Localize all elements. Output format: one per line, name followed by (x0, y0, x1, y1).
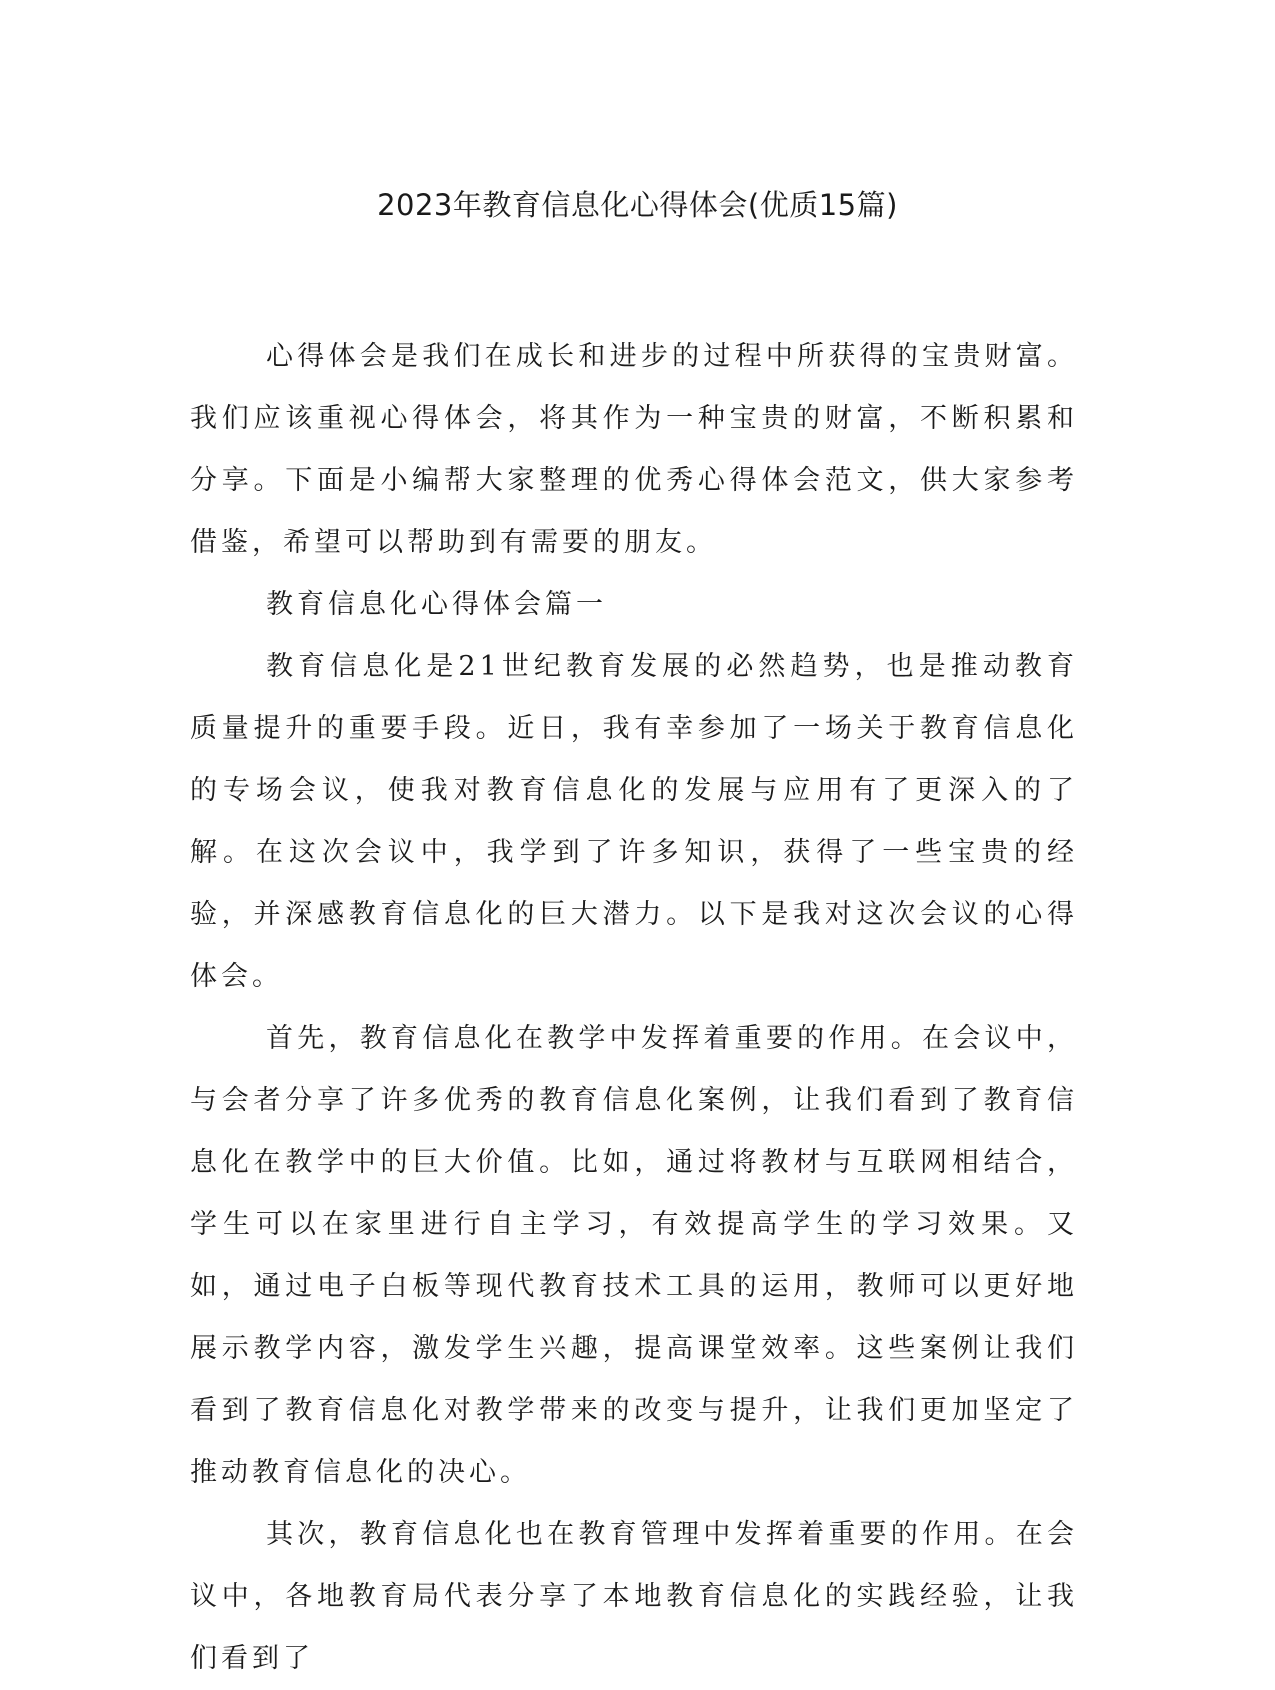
body-paragraph-2: 首先，教育信息化在教学中发挥着重要的作用。在会议中，与会者分享了许多优秀的教育信息化案例，让我们看到了教育信息化在教学中的巨大价值。比如，通过将教材与互联网相结合，学生可以在家里进行自主学习，有效提高学生的学习效果。又如，通过电子白板等现代教育技术工具的运用，教师可以更好地展示教学内容，激发学生兴趣，提高课堂效率。这些案例让我们看到了教育信息化对教学带来的改变与提升，让我们更加坚定了推动教育信息化的决心。 (190, 1023, 1078, 1488)
section-heading: 教育信息化心得体会篇一 (266, 589, 607, 620)
body-paragraph-3: 其次，教育信息化也在教育管理中发挥着重要的作用。在会议中，各地教育局代表分享了本地教育信息化的实践经验，让我们看到了 (190, 1519, 1078, 1674)
intro-paragraph: 心得体会是我们在成长和进步的过程中所获得的宝贵财富。我们应该重视心得体会，将其作为一种宝贵的财富，不断积累和分享。下面是小编帮大家整理的优秀心得体会范文，供大家参考借鉴，希望可以帮助到有需要的朋友。 (190, 341, 1078, 558)
document-body (190, 326, 1078, 1690)
body-paragraph-1: 教育信息化是21世纪教育发展的必然趋势，也是推动教育质量提升的重要手段。近日，我有幸参加了一场关于教育信息化的专场会议，使我对教育信息化的发展与应用有了更深入的了解。在这次会议中，我学到了许多知识，获得了一些宝贵的经验，并深感教育信息化的巨大潜力。以下是我对这次会议的心得体会。 (190, 651, 1078, 992)
document-title: 2023年教育信息化心得体会(优质15篇) (377, 188, 898, 222)
